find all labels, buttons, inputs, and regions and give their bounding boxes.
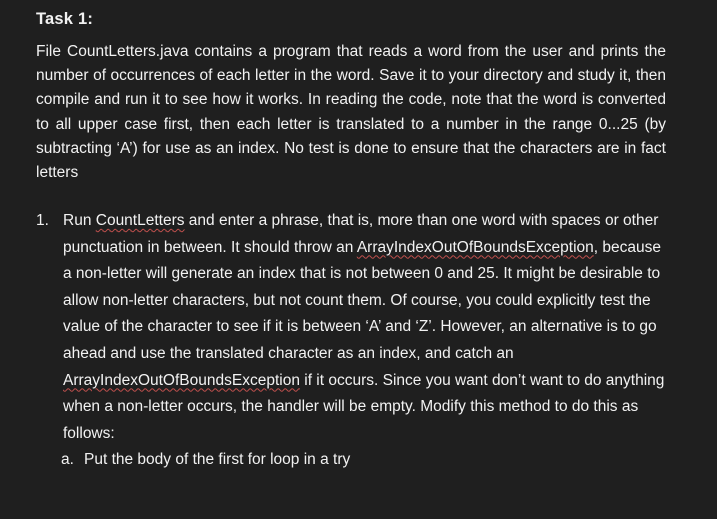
list-item-number: 1. (36, 212, 49, 229)
sub-list-item-text: Put the body of the first for loop in a try (84, 451, 351, 469)
intro-paragraph: File CountLetters.java contains a program that reads a word from the user and prints the number of occurrences of each letter in the word. Save it to your directory and study it, then compile and run it to see how it works. In reading the code, note that the word is converted to all upper case first, then each letter is translated to a number in the range 0...25 (by subtracting ‘A’) for use as an index. No test is done to ensure that the characters are in fact letters (36, 43, 666, 182)
task-heading: Task 1: (36, 10, 94, 28)
spellcheck-word-exception: ArrayIndexOutOfBoundsException (63, 371, 300, 389)
sub-list-item-a (61, 447, 666, 474)
sub-list-item-letter: a. (61, 451, 74, 469)
item1-text-part: , because a non-letter will generate an index that is not between 0 and 25. It might be desirable to allow non-letter characters, but not count them. Of course, you could explicitly test the value of the character to see if it is between ‘A’ and ‘Z’. However, an alternative is to go ahead and use the translated character as an index, and catch an (63, 238, 661, 362)
spellcheck-word-exception: ArrayIndexOutOfBoundsException (356, 238, 594, 256)
item1-text-part: Run (63, 212, 96, 229)
list-item-1 (36, 208, 666, 447)
spellcheck-word-countletters: CountLetters (95, 212, 185, 229)
item1-text (63, 212, 664, 442)
numbered-list (36, 208, 666, 474)
item1-text-part: if it occurs. Since you want don’t want to do anything when a non-letter occurs, the handler will be empty. Modify this method to do this as follows: (63, 371, 665, 442)
item1-text-part: and enter a phrase, that is, more than one word with spaces or other punctuation in between. It should throw an (63, 212, 659, 256)
